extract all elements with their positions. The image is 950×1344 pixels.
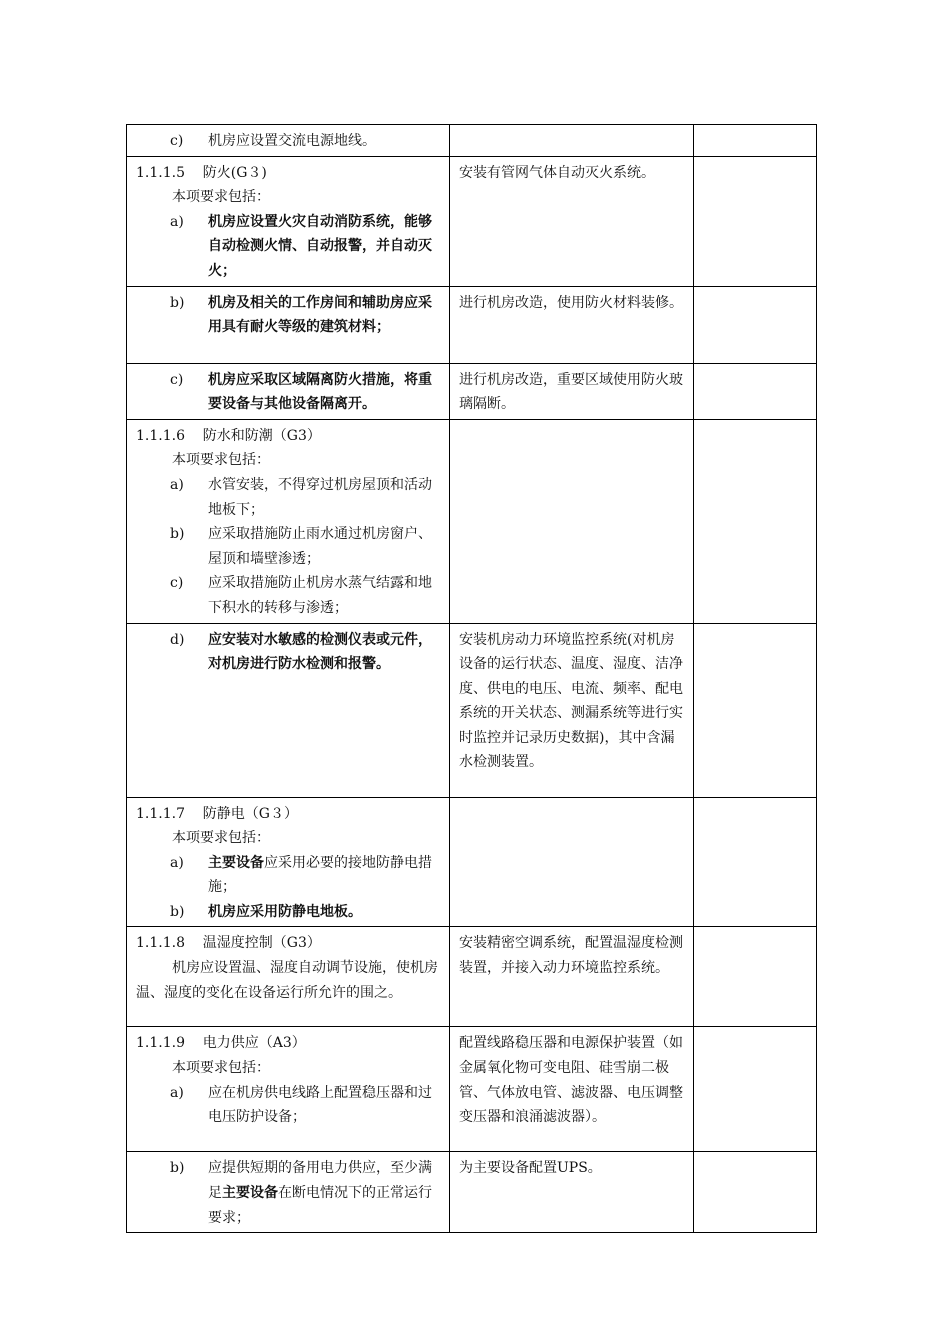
item-text-bold: 主要设备 bbox=[222, 1185, 278, 1202]
table-row bbox=[127, 797, 817, 927]
measure-cell: 进行机房改造，重要区域使用防火玻璃隔断。 bbox=[450, 363, 694, 419]
list-item bbox=[136, 628, 440, 677]
table-row bbox=[127, 125, 817, 157]
section-heading: 1.1.1.9 电力供应（A3） bbox=[136, 1035, 306, 1052]
item-text: 机房及相关的工作房间和辅助房应采用具有耐火等级的建筑材料； bbox=[208, 294, 432, 336]
list-item bbox=[136, 210, 440, 284]
item-text: 机房应采取区域隔离防火措施，将重要设备与其他设备隔离开。 bbox=[208, 371, 432, 413]
requirement-cell bbox=[127, 286, 450, 363]
requirement-cell bbox=[127, 363, 450, 419]
item-text: 机房应采用防静电地板。 bbox=[208, 903, 362, 920]
item-label: a) bbox=[170, 476, 184, 493]
note-cell bbox=[694, 927, 817, 1027]
list-item bbox=[136, 571, 440, 620]
item-label: a) bbox=[170, 213, 184, 230]
item-text bbox=[208, 1156, 440, 1230]
item-label: a) bbox=[170, 1084, 184, 1101]
item-label: a) bbox=[170, 854, 184, 871]
table-row bbox=[127, 363, 817, 419]
item-text-bold: 主要设备 bbox=[208, 854, 264, 871]
item-text: 应在机房供电线路上配置稳压器和过电压防护设备； bbox=[208, 1084, 432, 1126]
list-item bbox=[136, 851, 440, 900]
item-text bbox=[208, 851, 440, 900]
requirement-cell bbox=[127, 1027, 450, 1152]
note-cell bbox=[694, 156, 817, 286]
measure-cell bbox=[450, 125, 694, 157]
table-row bbox=[127, 286, 817, 363]
requirement-cell bbox=[127, 125, 450, 157]
section-heading: 1.1.1.6 防水和防潮（G3） bbox=[136, 427, 321, 444]
section-paragraph: 机房应设置温、湿度自动调节设施，使机房温、湿度的变化在设备运行所允许的围之。 bbox=[136, 960, 438, 1001]
item-text: 应安装对水敏感的检测仪表或元件，对机房进行防水检测和报警。 bbox=[208, 631, 432, 673]
requirement-cell bbox=[127, 419, 450, 623]
item-text: 应采取措施防止雨水通过机房窗户、屋顶和墙壁渗透； bbox=[208, 526, 432, 567]
measure-cell bbox=[450, 419, 694, 623]
table-row bbox=[127, 156, 817, 286]
section-intro: 本项要求包括： bbox=[172, 1060, 270, 1077]
requirement-cell bbox=[127, 927, 450, 1027]
item-label: b) bbox=[170, 903, 185, 920]
note-cell bbox=[694, 419, 817, 623]
item-label: b) bbox=[170, 526, 185, 543]
requirement-cell bbox=[127, 156, 450, 286]
list-item bbox=[136, 291, 440, 340]
table-row bbox=[127, 927, 817, 1027]
requirement-cell bbox=[127, 623, 450, 797]
section-heading: 1.1.1.7 防静电（G３） bbox=[136, 805, 298, 822]
requirements-table bbox=[126, 124, 817, 1233]
note-cell bbox=[694, 797, 817, 927]
note-cell bbox=[694, 363, 817, 419]
measure-cell: 进行机房改造，使用防火材料装修。 bbox=[450, 286, 694, 363]
list-item bbox=[136, 368, 440, 417]
table-row bbox=[127, 1152, 817, 1233]
note-cell bbox=[694, 286, 817, 363]
item-label: b) bbox=[170, 1160, 185, 1177]
list-item bbox=[136, 473, 440, 522]
section-heading: 1.1.1.5 防火(G３) bbox=[136, 164, 267, 181]
section-intro: 本项要求包括： bbox=[172, 189, 270, 206]
item-text: 机房应设置交流电源地线。 bbox=[208, 133, 376, 149]
measure-cell: 配置线路稳压器和电源保护装置（如金属氧化物可变电阻、硅雪崩二极管、气体放电管、滤波器、电压调整变压器和浪涌滤波器）。 bbox=[450, 1027, 694, 1152]
item-text: 机房应设置火灾自动消防系统，能够自动检测火情、自动报警，并自动灭火； bbox=[208, 213, 432, 279]
measure-cell: 为主要设备配置UPS。 bbox=[450, 1152, 694, 1233]
item-label: b) bbox=[170, 294, 185, 311]
measure-cell bbox=[450, 797, 694, 927]
note-cell bbox=[694, 623, 817, 797]
item-text: 应采取措施防止机房水蒸气结露和地下积水的转移与渗透； bbox=[208, 575, 432, 616]
list-item bbox=[136, 129, 440, 154]
table-row bbox=[127, 623, 817, 797]
item-text-b: 在断电情况下的正常运行要求； bbox=[208, 1185, 432, 1226]
note-cell bbox=[694, 125, 817, 157]
measure-cell: 安装精密空调系统，配置温湿度检测装置，并接入动力环境监控系统。 bbox=[450, 927, 694, 1027]
measure-cell: 安装机房动力环境监控系统(对机房设备的运行状态、温度、湿度、洁净度、供电的电压、电流、频率、配电系统的开关状态、测漏系统等进行实时监控并记录历史数据)，其中含漏水检测装置。 bbox=[450, 623, 694, 797]
table-row bbox=[127, 1027, 817, 1152]
note-cell bbox=[694, 1027, 817, 1152]
section-intro: 本项要求包括： bbox=[172, 830, 270, 847]
item-label: d) bbox=[170, 631, 185, 648]
item-text: 水管安装，不得穿过机房屋顶和活动地板下； bbox=[208, 476, 432, 518]
section-heading: 1.1.1.8 温湿度控制（G3） bbox=[136, 935, 321, 952]
item-label: c) bbox=[170, 575, 184, 592]
list-item bbox=[136, 522, 440, 571]
requirement-cell bbox=[127, 1152, 450, 1233]
list-item bbox=[136, 1156, 440, 1230]
note-cell bbox=[694, 1152, 817, 1233]
item-label: c) bbox=[170, 133, 184, 149]
list-item bbox=[136, 1081, 440, 1130]
item-text-a: 应提供短期的备用电力供应，至少满足 bbox=[208, 1160, 432, 1202]
item-label: c) bbox=[170, 371, 184, 388]
item-text-rest: 应采用必要的接地防静电措施； bbox=[208, 854, 432, 896]
section-intro: 本项要求包括： bbox=[172, 452, 270, 469]
requirement-cell bbox=[127, 797, 450, 927]
measure-cell: 安装有管网气体自动灭火系统。 bbox=[450, 156, 694, 286]
list-item bbox=[136, 900, 440, 925]
table-row bbox=[127, 419, 817, 623]
